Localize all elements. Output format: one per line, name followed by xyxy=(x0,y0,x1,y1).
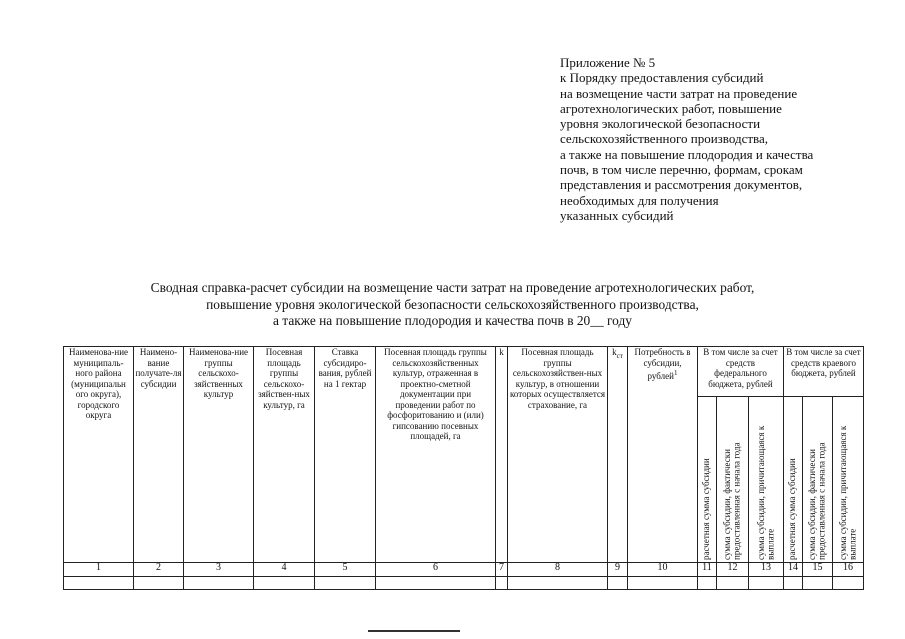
header-reg-actual xyxy=(803,397,833,563)
column-number: 13 xyxy=(749,563,784,577)
column-number: 16 xyxy=(833,563,864,577)
header-reg-calc-text: расчетная сумма субсидии xyxy=(787,458,798,560)
header-subsidy-rate: Ставка субсидиро-вания, рублей на 1 гектар xyxy=(315,347,376,563)
appendix-block xyxy=(560,55,813,223)
column-number: 4 xyxy=(254,563,315,577)
appendix-line: сельскохозяйственного производства, xyxy=(560,131,769,147)
column-number: 1 xyxy=(64,563,134,577)
column-number: 8 xyxy=(508,563,608,577)
subsidy-need-label: Потребность в субсидии, рублей xyxy=(634,347,691,381)
title-line: Сводная справка-расчет субсидии на возмещение части затрат на проведение агротехнологических работ, xyxy=(150,280,755,295)
header-fed-due-text: сумма субсидии, причитающаяся к выплате xyxy=(755,425,775,560)
appendix-line: уровня экологической безопасности xyxy=(560,116,761,132)
empty-cell[interactable] xyxy=(184,577,254,590)
column-number: 5 xyxy=(315,563,376,577)
appendix-line: а также на повышение плодородия и качества xyxy=(560,146,814,162)
header-fed-actual-text: сумма субсидии, фактически предоставленная с начала года xyxy=(722,442,742,560)
header-federal-group: В том числе за счет средств федерального бюджета, рублей xyxy=(698,347,784,397)
appendix-line: Приложение № 5 xyxy=(560,55,656,70)
appendix-line: почв, в том числе перечню, формам, срокам xyxy=(560,162,803,178)
empty-cell[interactable] xyxy=(803,577,833,590)
empty-cell[interactable] xyxy=(254,577,315,590)
empty-cell[interactable] xyxy=(64,577,134,590)
k-st-main: k xyxy=(612,347,617,357)
header-recipient: Наимено-вание получате-ля субсидии xyxy=(134,347,184,563)
column-number: 15 xyxy=(803,563,833,577)
title-line: а также на повышение плодородия и качества почв в 20__ году xyxy=(273,313,632,328)
empty-cell[interactable] xyxy=(376,577,496,590)
appendix-line: к Порядку предоставления субсидий xyxy=(560,70,764,86)
header-sown-area-project: Посевная площадь группы сельскохозяйственных культур, отраженная в проектно-сметной документации при проведении работ по фосфоритованию и (или) гипсованию посевных площадей, га xyxy=(376,347,496,563)
column-number-row xyxy=(64,563,864,577)
column-number: 14 xyxy=(784,563,803,577)
empty-cell[interactable] xyxy=(628,577,698,590)
column-number: 10 xyxy=(628,563,698,577)
header-k-st xyxy=(608,347,628,563)
empty-cell[interactable] xyxy=(717,577,749,590)
empty-cell[interactable] xyxy=(749,577,784,590)
header-reg-calc xyxy=(784,397,803,563)
empty-cell[interactable] xyxy=(608,577,628,590)
column-number: 11 xyxy=(698,563,717,577)
column-number: 7 xyxy=(496,563,508,577)
column-number: 2 xyxy=(134,563,184,577)
header-crop-group: Наименова-ние группы сельскохо-зяйственных культур xyxy=(184,347,254,563)
footnote-mark: 1 xyxy=(673,369,678,377)
empty-cell[interactable] xyxy=(134,577,184,590)
subsidy-calc-table xyxy=(63,346,864,590)
column-number: 3 xyxy=(184,563,254,577)
appendix-line: агротехнологических работ, повышение xyxy=(560,100,782,116)
header-k: k xyxy=(496,347,508,563)
column-number: 6 xyxy=(376,563,496,577)
empty-cell[interactable] xyxy=(833,577,864,590)
header-sown-area: Посевная площадь группы сельскохо-зяйствен-ных культур, га xyxy=(254,347,315,563)
header-fed-calc-text: расчетная сумма субсидии xyxy=(701,458,712,560)
title-line: повышение уровня экологической безопасности сельскохозяйственного производства, xyxy=(206,296,699,312)
document-title xyxy=(0,280,905,330)
k-st-sub: ст xyxy=(616,351,623,360)
column-number: 12 xyxy=(717,563,749,577)
empty-cell[interactable] xyxy=(508,577,608,590)
empty-row xyxy=(64,577,864,590)
header-reg-actual-text: сумма субсидии, фактически предоставленная с начала года xyxy=(807,442,827,560)
empty-cell[interactable] xyxy=(784,577,803,590)
appendix-line: указанных субсидий xyxy=(560,207,674,223)
column-number: 9 xyxy=(608,563,628,577)
appendix-line: необходимых для получения xyxy=(560,192,719,208)
empty-cell[interactable] xyxy=(496,577,508,590)
header-insured-area: Посевная площадь группы сельскохозяйствен-ных культур, в отношении которых осуществляется страхование, га xyxy=(508,347,608,563)
appendix-line: на возмещение части затрат на проведение xyxy=(560,85,798,101)
header-municipality: Наименова-ние муниципаль-ного района (муниципальн ого округа), городского округа xyxy=(64,347,134,563)
empty-cell[interactable] xyxy=(698,577,717,590)
empty-cell[interactable] xyxy=(315,577,376,590)
header-fed-due xyxy=(749,397,784,563)
header-fed-calc xyxy=(698,397,717,563)
header-reg-due xyxy=(833,397,864,563)
footer-divider xyxy=(368,630,460,632)
header-fed-actual xyxy=(717,397,749,563)
header-regional-group: В том числе за счет средств краевого бюджета, рублей xyxy=(784,347,864,397)
header-reg-due-text: сумма субсидии, причитающаяся к выплате xyxy=(837,425,857,560)
appendix-line: представления и рассмотрения документов, xyxy=(560,177,803,193)
header-subsidy-need xyxy=(628,347,698,563)
